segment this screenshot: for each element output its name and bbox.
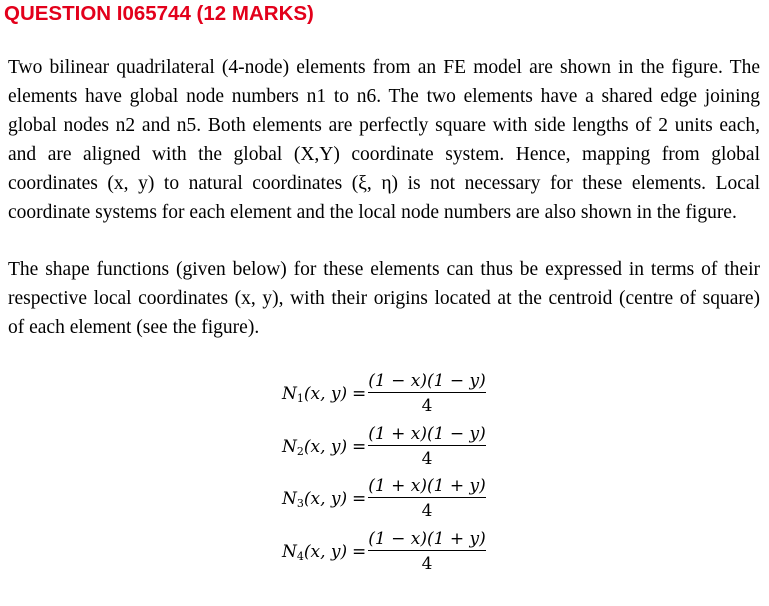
paragraph-line: respective local coordinates (x, y), with their origins located at the centroid (centre of square) <box>8 288 760 309</box>
paragraph-line: coordinate systems for each element and the local node numbers are also shown in the figure. <box>8 202 737 223</box>
paragraph-description <box>8 53 760 227</box>
equation-lhs: $N_2(x$, y) <box>282 437 348 458</box>
question-title: QUESTION I065744 (12 MARKS) <box>4 2 314 25</box>
fraction <box>368 421 486 472</box>
equals-sign: = <box>352 542 367 562</box>
paragraph-shape-functions <box>8 255 760 342</box>
fraction-denominator: 4 <box>421 554 433 574</box>
shape-function-n2 <box>282 421 502 473</box>
paragraph-line: and are aligned with the global (X,Y) coordinate system. Hence, mapping from global <box>8 144 760 165</box>
paragraph-line: elements have global node numbers n1 to n6. The two elements have a shared edge joining <box>8 86 760 107</box>
fraction-denominator: 4 <box>421 449 433 469</box>
fraction-numerator: (1 + x)(1 + y) <box>368 473 486 498</box>
equals-sign: = <box>352 384 367 404</box>
fraction <box>368 526 486 577</box>
paragraph-line: The shape functions (given below) for these elements can thus be expressed in terms of their <box>8 259 760 280</box>
paragraph-line: of each element (see the figure). <box>8 317 260 338</box>
fraction <box>368 473 486 524</box>
fraction-denominator: 4 <box>421 501 433 521</box>
shape-function-n1 <box>282 368 502 420</box>
fraction-numerator: (1 − x)(1 + y) <box>368 526 486 551</box>
shape-function-n4 <box>282 526 502 578</box>
equation-lhs: $N_4(x$, y) <box>282 542 348 563</box>
shape-function-n3 <box>282 473 502 525</box>
fraction-denominator: 4 <box>421 396 433 416</box>
equals-sign: = <box>352 489 367 509</box>
paragraph-line: coordinates (x, y) to natural coordinates (ξ, η) is not necessary for these elements. Local <box>8 173 760 194</box>
fraction-numerator: (1 − x)(1 − y) <box>368 368 486 393</box>
equation-lhs: $N_1(x$, y) <box>282 384 348 405</box>
fraction-numerator: (1 + x)(1 − y) <box>368 421 486 446</box>
fraction <box>368 368 486 419</box>
equation-lhs: $N_3(x$, y) <box>282 489 348 510</box>
paragraph-line: Two bilinear quadrilateral (4-node) elements from an FE model are shown in the figure. The <box>8 57 760 78</box>
equals-sign: = <box>352 437 367 457</box>
paragraph-line: global nodes n2 and n5. Both elements are perfectly square with side lengths of 2 units each, <box>8 115 760 136</box>
